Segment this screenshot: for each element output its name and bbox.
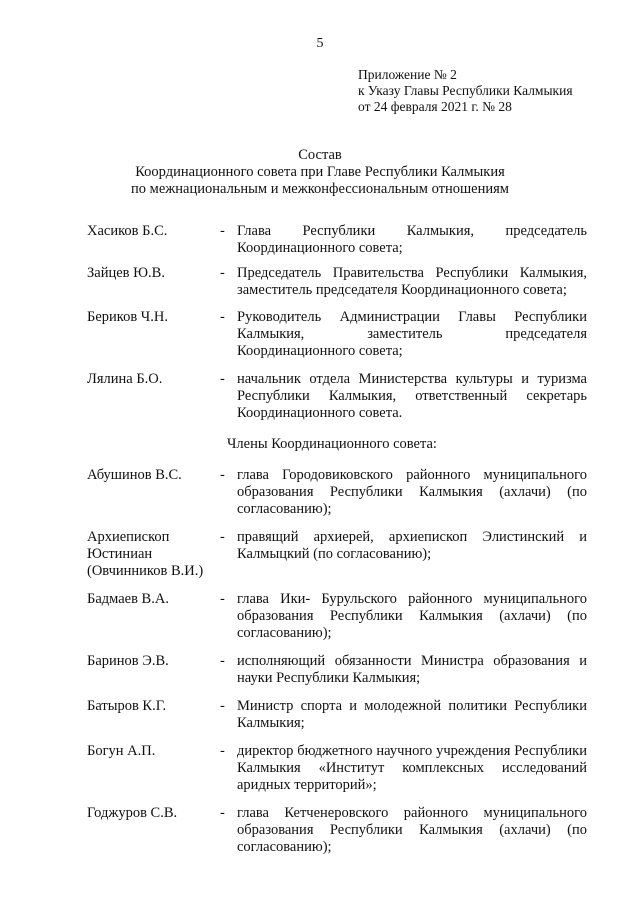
member-name: Архиепископ Юстиниан (Овчинников В.И.) [87, 529, 204, 579]
council-composition [87, 223, 587, 856]
member-name: Абушинов В.С. [87, 467, 182, 483]
member-name: Бериков Ч.Н. [87, 309, 168, 325]
dash-separator: - [220, 265, 225, 281]
member-position: исполняющий обязанности Министра образования и науки Республики Калмыкия; [237, 653, 587, 686]
member-position: глава Ики- Бурульского районного муниципального образования Республики Калмыкия (ахлачи) (по согласованию); [237, 591, 587, 641]
entry-row [87, 223, 587, 257]
dash-separator: - [220, 309, 225, 325]
member-position: Министр спорта и молодежной политики Республики Калмыкия; [237, 698, 587, 731]
entry-row [87, 467, 587, 518]
title-line-3: по межнациональным и межконфессиональным отношениям [131, 181, 509, 197]
dash-separator: - [220, 805, 225, 821]
member-position: Глава Республики Калмыкия, председатель Координационного совета; [237, 223, 587, 256]
member-name: Зайцев Ю.В. [87, 265, 165, 281]
member-position: правящий архиерей, архиепископ Элистинский и Калмыцкий (по согласованию); [237, 529, 587, 562]
member-name: Хасиков Б.С. [87, 223, 168, 239]
member-position: начальник отдела Министерства культуры и туризма Республики Калмыкия, ответственный секретарь Координационного совета. [237, 371, 587, 421]
dash-separator: - [220, 591, 225, 607]
title-line-2: Координационного совета при Главе Республики Калмыкия [135, 164, 505, 180]
dash-separator: - [220, 467, 225, 483]
entry-row [87, 743, 587, 794]
member-name: Баринов Э.В. [87, 653, 169, 669]
member-position: глава Кетченеровского районного муниципального образования Республики Калмыкия (ахлачи) (по согласованию); [237, 805, 587, 855]
member-name: Бадмаев В.А. [87, 591, 169, 607]
appendix-reference [358, 67, 573, 115]
member-position: глава Городовиковского районного муниципального образования Республики Калмыкия (ахлачи) (по согласованию); [237, 467, 587, 517]
entry-row [87, 265, 587, 299]
entry-row [87, 591, 587, 642]
member-position: директор бюджетного научного учреждения Республики Калмыкия «Институт комплексных исследований аридных территорий»; [237, 743, 587, 793]
entry-row [87, 805, 587, 856]
dash-separator: - [220, 653, 225, 669]
dash-separator: - [220, 743, 225, 759]
entry-row [87, 653, 587, 687]
member-name: Годжуров С.В. [87, 805, 178, 821]
member-position: Председатель Правительства Республики Калмыкия, заместитель председателя Координационного совета; [237, 265, 587, 298]
title-line-1: Состав [298, 147, 342, 163]
dash-separator: - [220, 529, 225, 545]
dash-separator: - [220, 223, 225, 239]
page-number: 5 [316, 36, 324, 51]
entry-row [87, 371, 587, 422]
member-position: Руководитель Администрации Главы Республики Калмыкия, заместитель председателя Координационного совета; [237, 309, 587, 359]
member-name: Богун А.П. [87, 743, 156, 759]
appendix-line-2: к Указу Главы Республики Калмыкия [358, 83, 573, 98]
entry-row [87, 529, 587, 580]
appendix-line-3: от 24 февраля 2021 г. № 28 [358, 99, 512, 114]
entry-row [87, 698, 587, 732]
document-title [0, 147, 640, 198]
appendix-line-1: Приложение № 2 [358, 67, 457, 82]
members-heading: Члены Координационного совета: [227, 436, 437, 452]
member-name: Батыров К.Г. [87, 698, 167, 714]
member-name: Лялина Б.О. [87, 371, 163, 387]
entry-row [87, 309, 587, 360]
dash-separator: - [220, 371, 225, 387]
dash-separator: - [220, 698, 225, 714]
